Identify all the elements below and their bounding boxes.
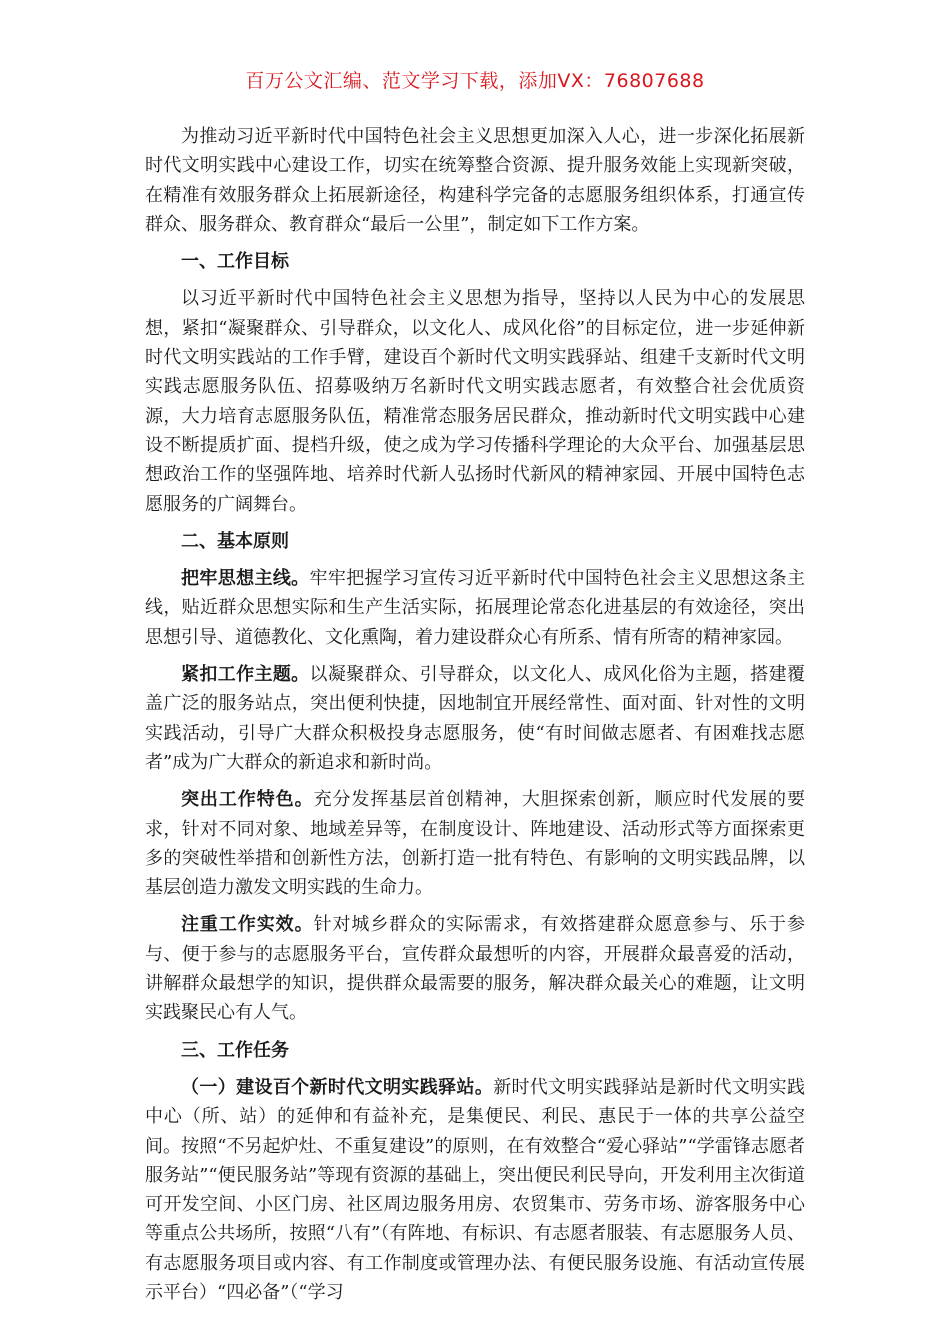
principle-lead: 突出工作特色。 [181,789,314,811]
principle-text: 充分发挥基层首创精神，大胆探索创新，顺应时代发展的要求，针对不同对象、地域差异等，在制度设计、阵地建设、活动形式等方面探索更多的突破性举措和创新性方法，创新打造一批有特色、有影响的文明实践品牌，以基层创造力激发文明实践的生命力。 [145,789,805,899]
section-heading-principles: 二、基本原则 [181,530,289,552]
principle-lead: 注重工作实效。 [181,914,314,936]
watermark-header: 百万公文汇编、范文学习下载，添加VX：76807688 [245,70,705,92]
principle-text: 牢牢把握学习宣传习近平新时代中国特色社会主义思想这条主线，贴近群众思想实际和生产生活实际，拓展理论常态化进基层的有效途径，突出思想引导、道德教化、文化熏陶，着力建设群众心有所系、情有所寄的精神家园。 [145,568,805,648]
document-body [145,122,805,1307]
intro-paragraph: 为推动习近平新时代中国特色社会主义思想更加深入人心，进一步深化拓展新时代文明实践中心建设工作，切实在统筹整合资源、提升服务效能上实现新突破，在精准有效服务群众上拓展新途径，构建科学完备的志愿服务组织体系，打通宣传群众、服务群众、教育群众“最后一公里”，制定如下工作方案。 [145,126,805,235]
principle-text: 针对城乡群众的实际需求，有效搭建群众愿意参与、乐于参与、便于参与的志愿服务平台，宣传群众最想听的内容，开展群众最喜爱的活动，讲解群众最想学的知识，提供群众最需要的服务，解决群众最关心的难题，让文明实践聚民心有人气。 [145,914,805,1024]
task-paragraph [145,1073,805,1307]
principle-paragraph [145,660,805,777]
principle-lead: 紧扣工作主题。 [181,664,310,686]
principle-paragraph [145,564,805,652]
principle-lead: 把牢思想主线。 [181,568,310,590]
principle-text: 以凝聚群众、引导群众，以文化人、成风化俗为主题，搭建覆盖广泛的服务站点，突出便利快捷，因地制宜开展经常性、面对面、针对性的文明实践活动，引导广大群众积极投身志愿服务，使“有时间做志愿者、有困难找志愿者”成为广大群众的新追求和新时尚。 [145,664,805,773]
principle-paragraph [145,910,805,1027]
task-lead: （一）建设百个新时代文明实践驿站。 [181,1076,494,1098]
principle-paragraph [145,785,805,902]
section-heading-goals: 一、工作目标 [181,251,289,273]
goals-paragraph: 以习近平新时代中国特色社会主义思想为指导，坚持以人民为中心的发展思想，紧扣“凝聚群众、引导群众，以文化人、成风化俗”的目标定位，进一步延伸新时代文明实践站的工作手臂，建设百个新时代文明实践驿站、组建千支新时代文明实践志愿服务队伍、招募吸纳万名新时代文明实践志愿者，有效整合社会优质资源，大力培育志愿服务队伍，精准常态服务居民群众，推动新时代文明实践中心建设不断提质扩面、提档升级，使之成为学习传播科学理论的大众平台、加强基层思想政治工作的坚强阵地、培养时代新人弘扬时代新风的精神家园、开展中国特色志愿服务的广阔舞台。 [145,288,805,515]
task-text: 新时代文明实践驿站是新时代文明实践中心（所、站）的延伸和有益补充，是集便民、利民、惠民于一体的共享公益空间。按照“不另起炉灶、不重复建设”的原则，在有效整合“爱心驿站”“学雷锋志愿者服务站”“便民服务站”等现有资源的基础上，突出便民利民导向，开发利用主次街道可开发空间、小区门房、社区周边服务用房、农贸集市、劳务市场、游客服务中心等重点公共场所，按照“八有”（有阵地、有标识、有志愿者服装、有志愿服务人员、有志愿服务项目或内容、有工作制度或管理办法、有便民服务设施、有活动宣传展示平台）“四必备”（“学习 [145,1076,806,1303]
section-heading-tasks: 三、工作任务 [181,1039,289,1061]
